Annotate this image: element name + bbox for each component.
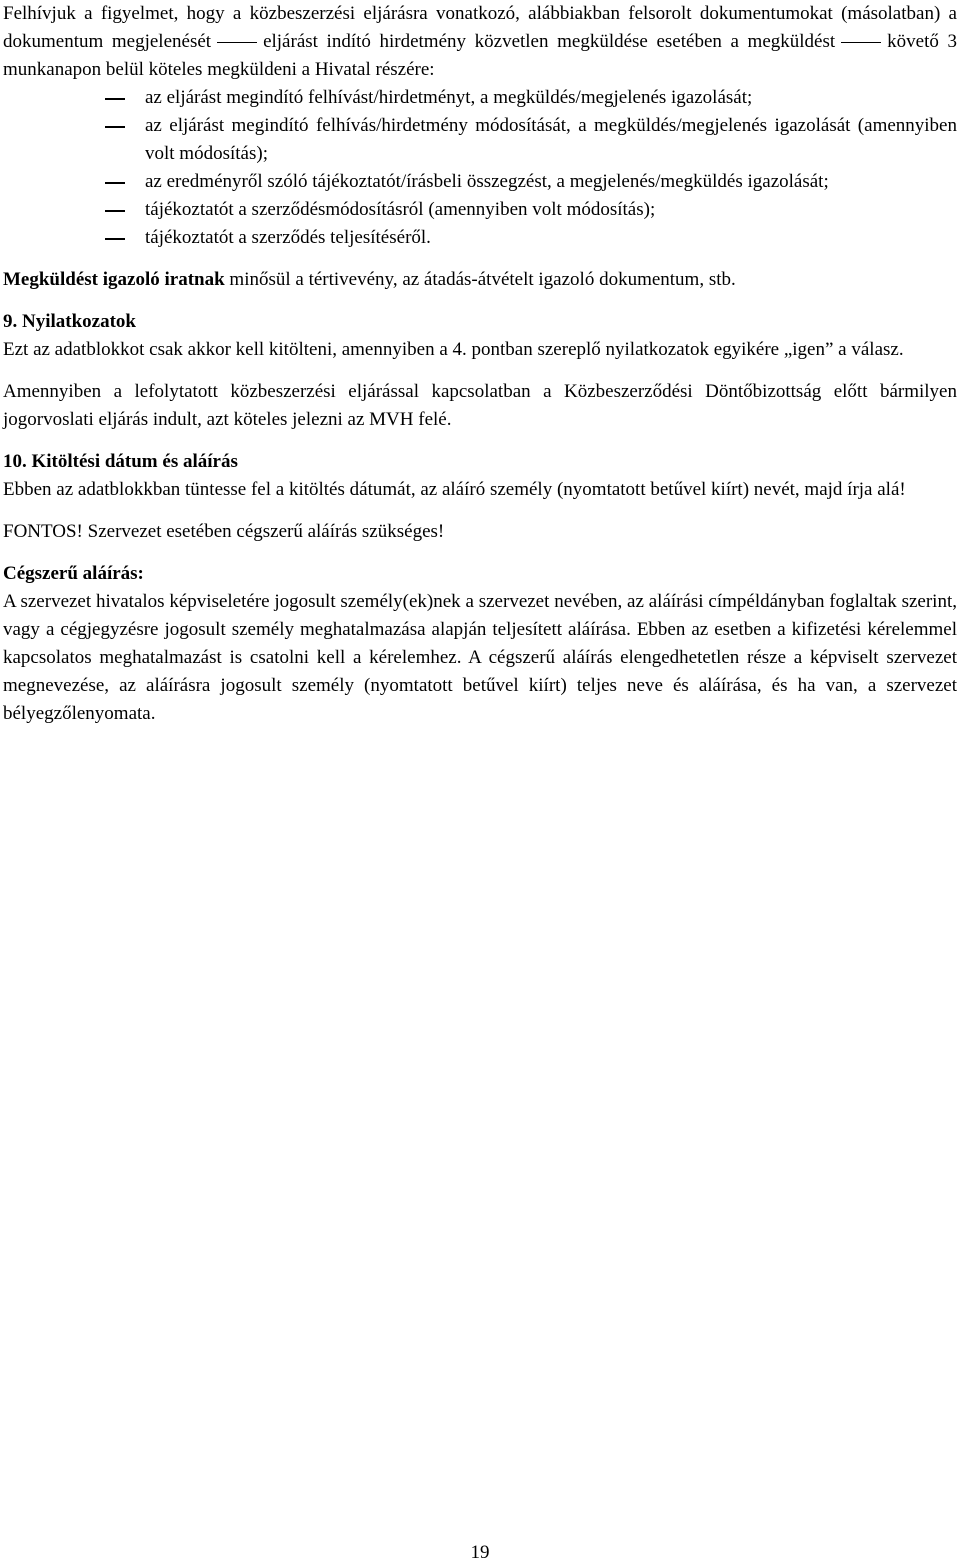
dash-bullet-icon bbox=[105, 238, 125, 240]
document-list bbox=[3, 84, 957, 252]
intro-part-3: követő 3 munkanapon belül köteles megküldeni a Hivatal részére: bbox=[3, 31, 957, 80]
section-9-heading: 9. Nyilatkozatok bbox=[3, 311, 136, 332]
dash-bullet-icon bbox=[105, 210, 125, 212]
list-item-text: az eljárást megindító felhívás/hirdetmény módosítását, a megküldés/megjelenés igazolását (amennyiben volt módosítás); bbox=[145, 115, 957, 164]
proof-paragraph bbox=[3, 266, 957, 294]
dash-bullet-icon bbox=[105, 98, 125, 100]
section-10-text: Ebben az adatblokkban tüntesse fel a kitöltés dátumát, az aláíró személy (nyomtatott betűvel kiírt) nevét, majd írja alá! bbox=[3, 479, 906, 500]
remedy-paragraph: Amennyiben a lefolytatott közbeszerzési eljárással kapcsolatban a Közbeszerződési Döntőbizottság előtt bármilyen jogorvoslati eljárás indult, azt köteles jelezni az MVH felé. bbox=[3, 381, 957, 430]
list-item bbox=[3, 168, 957, 196]
section-10-heading: 10. Kitöltési dátum és aláírás bbox=[3, 451, 238, 472]
page-number: 19 bbox=[470, 1542, 490, 1563]
proof-bold: Megküldést igazoló iratnak bbox=[3, 269, 225, 290]
list-item-text: tájékoztatót a szerződés teljesítéséről. bbox=[145, 227, 431, 248]
list-item bbox=[3, 112, 957, 168]
proof-rest: minősül a tértivevény, az átadás-átvételt igazoló dokumentum, stb. bbox=[224, 269, 736, 290]
dash-bullet-icon bbox=[105, 182, 125, 184]
dash-bullet-icon bbox=[105, 126, 125, 128]
list-item-text: az eredményről szóló tájékoztatót/írásbeli összegzést, a megjelenés/megküldés igazolását; bbox=[145, 171, 829, 192]
list-item bbox=[3, 224, 957, 252]
inline-dash-1 bbox=[217, 42, 257, 44]
section-9-text: Ezt az adatblokkot csak akkor kell kitölteni, amennyiben a 4. pontban szereplő nyilatkozatok egyikére „igen” a válasz. bbox=[3, 339, 904, 360]
intro-paragraph bbox=[3, 0, 957, 84]
important-note: FONTOS! Szervezet esetében cégszerű aláírás szükséges! bbox=[3, 521, 445, 542]
inline-dash-2 bbox=[841, 42, 881, 44]
list-item-text: tájékoztatót a szerződésmódosításról (amennyiben volt módosítás); bbox=[145, 199, 656, 220]
list-item bbox=[3, 84, 957, 112]
signature-text: A szervezet hivatalos képviseletére jogosult személy(ek)nek a szervezet nevében, az aláírási címpéldányban foglaltak szerint, vagy a cégjegyzésre jogosult személy meghatalmazása alapján teljesített aláírása. Ebben az esetben a kifizetési kérelemmel kapcsolatos meghatalmazást is csatolni kell a kérelemhez. A cégszerű aláírás elengedhetetlen része a képviselt szervezet megnevezése, az aláírásra jogosult személy (nyomtatott betűvel kiírt) teljes neve és aláírása, és ha van, a szervezet bélyegzőlenyomata. bbox=[3, 591, 957, 724]
signature-heading: Cégszerű aláírás: bbox=[3, 563, 144, 584]
document-page bbox=[3, 0, 957, 728]
list-item-text: az eljárást megindító felhívást/hirdetményt, a megküldés/megjelenés igazolását; bbox=[145, 87, 753, 108]
list-item bbox=[3, 196, 957, 224]
intro-part-1: Felhívjuk a figyelmet, hogy a közbeszerzési eljárásra vonatkozó, alábbiakban felsorolt dokumentumokat (másolatban) a dokumentum megjelenését bbox=[3, 3, 957, 52]
intro-part-2: eljárást indító hirdetmény közvetlen megküldése esetében a megküldést bbox=[263, 31, 836, 52]
